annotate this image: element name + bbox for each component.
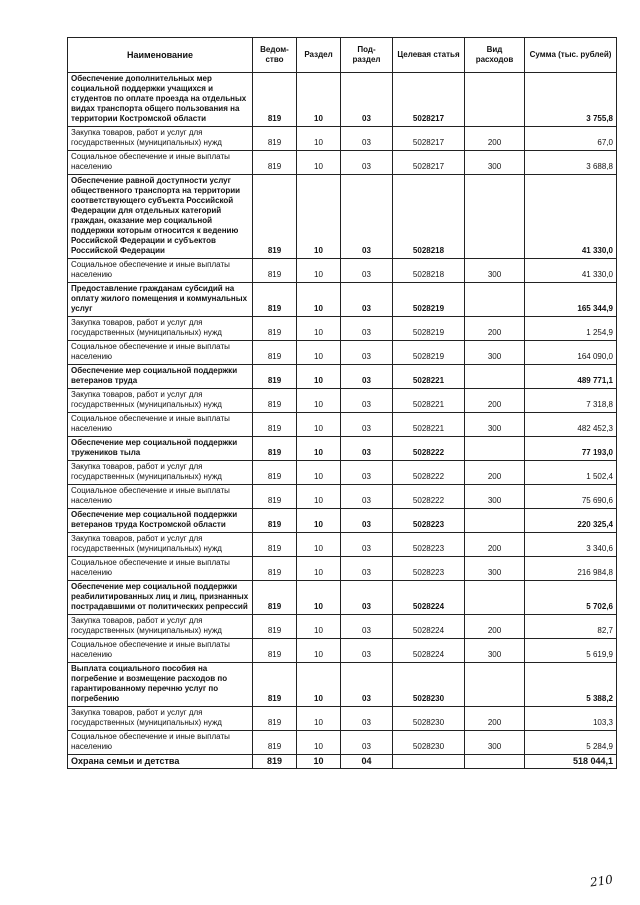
cell-amount: 75 690,6 <box>525 485 617 509</box>
table-row <box>68 151 617 175</box>
cell-amount: 489 771,1 <box>525 365 617 389</box>
table-row <box>68 259 617 283</box>
cell-amount: 5 702,6 <box>525 581 617 615</box>
cell-target: 5028217 <box>393 127 465 151</box>
cell-dept: 819 <box>253 485 297 509</box>
cell-section: 10 <box>297 175 341 259</box>
cell-expense-type: 300 <box>465 639 525 663</box>
cell-amount: 3 688,8 <box>525 151 617 175</box>
header-amount: Сумма (тыс. рублей) <box>525 38 617 73</box>
cell-amount: 5 388,2 <box>525 663 617 707</box>
cell-expense-type: 300 <box>465 259 525 283</box>
cell-target: 5028222 <box>393 437 465 461</box>
cell-amount: 3 755,8 <box>525 73 617 127</box>
cell-name: Закупка товаров, работ и услуг для государственных (муниципальных) нужд <box>68 707 253 731</box>
table-row <box>68 365 617 389</box>
cell-name: Предоставление гражданам субсидий на оплату жилого помещения и коммунальных услуг <box>68 283 253 317</box>
cell-target: 5028217 <box>393 73 465 127</box>
cell-subsection: 03 <box>341 283 393 317</box>
cell-section: 10 <box>297 413 341 437</box>
cell-subsection: 03 <box>341 317 393 341</box>
cell-amount: 77 193,0 <box>525 437 617 461</box>
cell-expense-type: 200 <box>465 615 525 639</box>
cell-amount: 41 330,0 <box>525 175 617 259</box>
cell-section: 10 <box>297 73 341 127</box>
cell-subsection: 03 <box>341 73 393 127</box>
cell-target: 5028219 <box>393 341 465 365</box>
cell-section: 10 <box>297 259 341 283</box>
cell-target: 5028230 <box>393 731 465 755</box>
cell-expense-type: 300 <box>465 731 525 755</box>
budget-table <box>67 37 617 769</box>
header-target: Целевая статья <box>393 38 465 73</box>
cell-dept: 819 <box>253 341 297 365</box>
cell-dept: 819 <box>253 175 297 259</box>
cell-amount: 41 330,0 <box>525 259 617 283</box>
cell-subsection: 03 <box>341 389 393 413</box>
cell-name: Социальное обеспечение и иные выплаты населению <box>68 731 253 755</box>
cell-amount: 518 044,1 <box>525 755 617 769</box>
cell-target: 5028222 <box>393 461 465 485</box>
cell-section: 10 <box>297 151 341 175</box>
cell-target: 5028222 <box>393 485 465 509</box>
cell-subsection: 03 <box>341 557 393 581</box>
cell-subsection: 03 <box>341 151 393 175</box>
cell-subsection: 03 <box>341 127 393 151</box>
cell-expense-type: 200 <box>465 389 525 413</box>
cell-target: 5028224 <box>393 639 465 663</box>
cell-name: Обеспечение мер социальной поддержки ветеранов труда Костромской области <box>68 509 253 533</box>
table-row <box>68 341 617 365</box>
cell-dept: 819 <box>253 581 297 615</box>
cell-name: Обеспечение мер социальной поддержки ветеранов труда <box>68 365 253 389</box>
cell-amount: 1 254,9 <box>525 317 617 341</box>
cell-section: 10 <box>297 663 341 707</box>
cell-expense-type <box>465 437 525 461</box>
cell-subsection: 03 <box>341 461 393 485</box>
cell-expense-type <box>465 581 525 615</box>
cell-target: 5028221 <box>393 365 465 389</box>
table-row <box>68 461 617 485</box>
cell-name: Закупка товаров, работ и услуг для государственных (муниципальных) нужд <box>68 533 253 557</box>
cell-section: 10 <box>297 127 341 151</box>
header-dept: Ведом-ство <box>253 38 297 73</box>
cell-subsection: 04 <box>341 755 393 769</box>
cell-target: 5028223 <box>393 533 465 557</box>
cell-dept: 819 <box>253 639 297 663</box>
cell-name: Закупка товаров, работ и услуг для государственных (муниципальных) нужд <box>68 317 253 341</box>
cell-target: 5028230 <box>393 707 465 731</box>
cell-dept: 819 <box>253 663 297 707</box>
table-row <box>68 175 617 259</box>
cell-dept: 819 <box>253 461 297 485</box>
cell-dept: 819 <box>253 389 297 413</box>
cell-dept: 819 <box>253 755 297 769</box>
cell-expense-type: 200 <box>465 461 525 485</box>
cell-dept: 819 <box>253 557 297 581</box>
cell-subsection: 03 <box>341 731 393 755</box>
cell-expense-type <box>465 175 525 259</box>
cell-name: Обеспечение мер социальной поддержки реабилитированных лиц и лиц, признанных пострадавшими от политических репрессий <box>68 581 253 615</box>
cell-subsection: 03 <box>341 259 393 283</box>
cell-section: 10 <box>297 581 341 615</box>
table-row <box>68 639 617 663</box>
cell-section: 10 <box>297 283 341 317</box>
cell-dept: 819 <box>253 365 297 389</box>
cell-expense-type <box>465 73 525 127</box>
cell-target: 5028223 <box>393 509 465 533</box>
cell-section: 10 <box>297 437 341 461</box>
cell-name: Выплата социального пособия на погребение и возмещение расходов по гарантированному перечню услуг по погребению <box>68 663 253 707</box>
cell-name: Социальное обеспечение и иные выплаты населению <box>68 341 253 365</box>
cell-name: Социальное обеспечение и иные выплаты населению <box>68 259 253 283</box>
cell-amount: 103,3 <box>525 707 617 731</box>
cell-dept: 819 <box>253 413 297 437</box>
cell-subsection: 03 <box>341 413 393 437</box>
cell-section: 10 <box>297 557 341 581</box>
table-row <box>68 557 617 581</box>
cell-expense-type: 300 <box>465 413 525 437</box>
table-row <box>68 509 617 533</box>
cell-amount: 7 318,8 <box>525 389 617 413</box>
cell-dept: 819 <box>253 707 297 731</box>
cell-subsection: 03 <box>341 581 393 615</box>
table-row <box>68 127 617 151</box>
cell-target: 5028218 <box>393 259 465 283</box>
cell-subsection: 03 <box>341 663 393 707</box>
cell-section: 10 <box>297 533 341 557</box>
table-row <box>68 533 617 557</box>
cell-amount: 165 344,9 <box>525 283 617 317</box>
table-row <box>68 615 617 639</box>
cell-expense-type: 200 <box>465 533 525 557</box>
cell-dept: 819 <box>253 283 297 317</box>
cell-name: Закупка товаров, работ и услуг для государственных (муниципальных) нужд <box>68 615 253 639</box>
cell-section: 10 <box>297 365 341 389</box>
cell-dept: 819 <box>253 317 297 341</box>
cell-expense-type: 200 <box>465 127 525 151</box>
cell-name: Социальное обеспечение и иные выплаты населению <box>68 151 253 175</box>
cell-subsection: 03 <box>341 175 393 259</box>
cell-expense-type <box>465 365 525 389</box>
cell-amount: 5 284,9 <box>525 731 617 755</box>
cell-target <box>393 755 465 769</box>
header-name: Наименование <box>68 38 253 73</box>
cell-dept: 819 <box>253 731 297 755</box>
table-row <box>68 73 617 127</box>
cell-target: 5028223 <box>393 557 465 581</box>
cell-target: 5028221 <box>393 413 465 437</box>
cell-section: 10 <box>297 317 341 341</box>
table-row <box>68 317 617 341</box>
cell-expense-type: 300 <box>465 485 525 509</box>
cell-section: 10 <box>297 755 341 769</box>
table-row <box>68 731 617 755</box>
cell-expense-type: 200 <box>465 707 525 731</box>
cell-dept: 819 <box>253 73 297 127</box>
cell-name: Обеспечение равной доступности услуг общественного транспорта на территории соответствующего субъекта Российской Федерации для отдельных категорий граждан, оказание мер социальной поддержки которым относится к ведению Российской Федерации и субъектов Российской Федерации <box>68 175 253 259</box>
cell-dept: 819 <box>253 615 297 639</box>
cell-target: 5028221 <box>393 389 465 413</box>
cell-dept: 819 <box>253 509 297 533</box>
cell-expense-type: 300 <box>465 557 525 581</box>
cell-name: Социальное обеспечение и иные выплаты населению <box>68 639 253 663</box>
page-number: 210 <box>589 872 614 890</box>
cell-section: 10 <box>297 707 341 731</box>
cell-expense-type <box>465 663 525 707</box>
table-row <box>68 663 617 707</box>
cell-target: 5028217 <box>393 151 465 175</box>
cell-dept: 819 <box>253 151 297 175</box>
cell-target: 5028224 <box>393 581 465 615</box>
cell-name: Обеспечение дополнительных мер социальной поддержки учащихся и студентов по оплате проезда на отдельных видах транспорта общего пользования на территории Костромской области <box>68 73 253 127</box>
cell-subsection: 03 <box>341 509 393 533</box>
cell-name: Социальное обеспечение и иные выплаты населению <box>68 413 253 437</box>
cell-subsection: 03 <box>341 341 393 365</box>
cell-subsection: 03 <box>341 533 393 557</box>
cell-expense-type: 300 <box>465 151 525 175</box>
cell-expense-type <box>465 509 525 533</box>
cell-subsection: 03 <box>341 485 393 509</box>
cell-amount: 482 452,3 <box>525 413 617 437</box>
header-section: Раздел <box>297 38 341 73</box>
cell-amount: 220 325,4 <box>525 509 617 533</box>
table-row <box>68 283 617 317</box>
cell-expense-type: 300 <box>465 341 525 365</box>
table-row <box>68 485 617 509</box>
cell-target: 5028218 <box>393 175 465 259</box>
cell-subsection: 03 <box>341 639 393 663</box>
table-row <box>68 389 617 413</box>
cell-dept: 819 <box>253 437 297 461</box>
cell-section: 10 <box>297 485 341 509</box>
cell-target: 5028219 <box>393 317 465 341</box>
cell-amount: 67,0 <box>525 127 617 151</box>
cell-name: Социальное обеспечение и иные выплаты населению <box>68 485 253 509</box>
cell-section: 10 <box>297 509 341 533</box>
cell-amount: 1 502,4 <box>525 461 617 485</box>
cell-name: Охрана семьи и детства <box>68 755 253 769</box>
cell-section: 10 <box>297 615 341 639</box>
cell-dept: 819 <box>253 259 297 283</box>
cell-section: 10 <box>297 731 341 755</box>
cell-amount: 216 984,8 <box>525 557 617 581</box>
cell-name: Закупка товаров, работ и услуг для государственных (муниципальных) нужд <box>68 127 253 151</box>
cell-amount: 5 619,9 <box>525 639 617 663</box>
cell-section: 10 <box>297 639 341 663</box>
cell-target: 5028224 <box>393 615 465 639</box>
cell-name: Социальное обеспечение и иные выплаты населению <box>68 557 253 581</box>
cell-subsection: 03 <box>341 707 393 731</box>
cell-amount: 3 340,6 <box>525 533 617 557</box>
cell-subsection: 03 <box>341 437 393 461</box>
table-row <box>68 707 617 731</box>
cell-section: 10 <box>297 389 341 413</box>
header-expense-type: Вид расходов <box>465 38 525 73</box>
header-subsection: Под-раздел <box>341 38 393 73</box>
cell-name: Закупка товаров, работ и услуг для государственных (муниципальных) нужд <box>68 461 253 485</box>
table-row <box>68 413 617 437</box>
cell-section: 10 <box>297 341 341 365</box>
cell-expense-type <box>465 755 525 769</box>
table-row <box>68 437 617 461</box>
cell-expense-type <box>465 283 525 317</box>
cell-name: Обеспечение мер социальной поддержки тружеников тыла <box>68 437 253 461</box>
cell-subsection: 03 <box>341 365 393 389</box>
cell-dept: 819 <box>253 533 297 557</box>
cell-target: 5028230 <box>393 663 465 707</box>
header-row <box>68 38 617 73</box>
cell-name: Закупка товаров, работ и услуг для государственных (муниципальных) нужд <box>68 389 253 413</box>
cell-amount: 164 090,0 <box>525 341 617 365</box>
cell-amount: 82,7 <box>525 615 617 639</box>
cell-subsection: 03 <box>341 615 393 639</box>
table-row <box>68 755 617 769</box>
table-row <box>68 581 617 615</box>
cell-section: 10 <box>297 461 341 485</box>
cell-expense-type: 200 <box>465 317 525 341</box>
cell-dept: 819 <box>253 127 297 151</box>
cell-target: 5028219 <box>393 283 465 317</box>
